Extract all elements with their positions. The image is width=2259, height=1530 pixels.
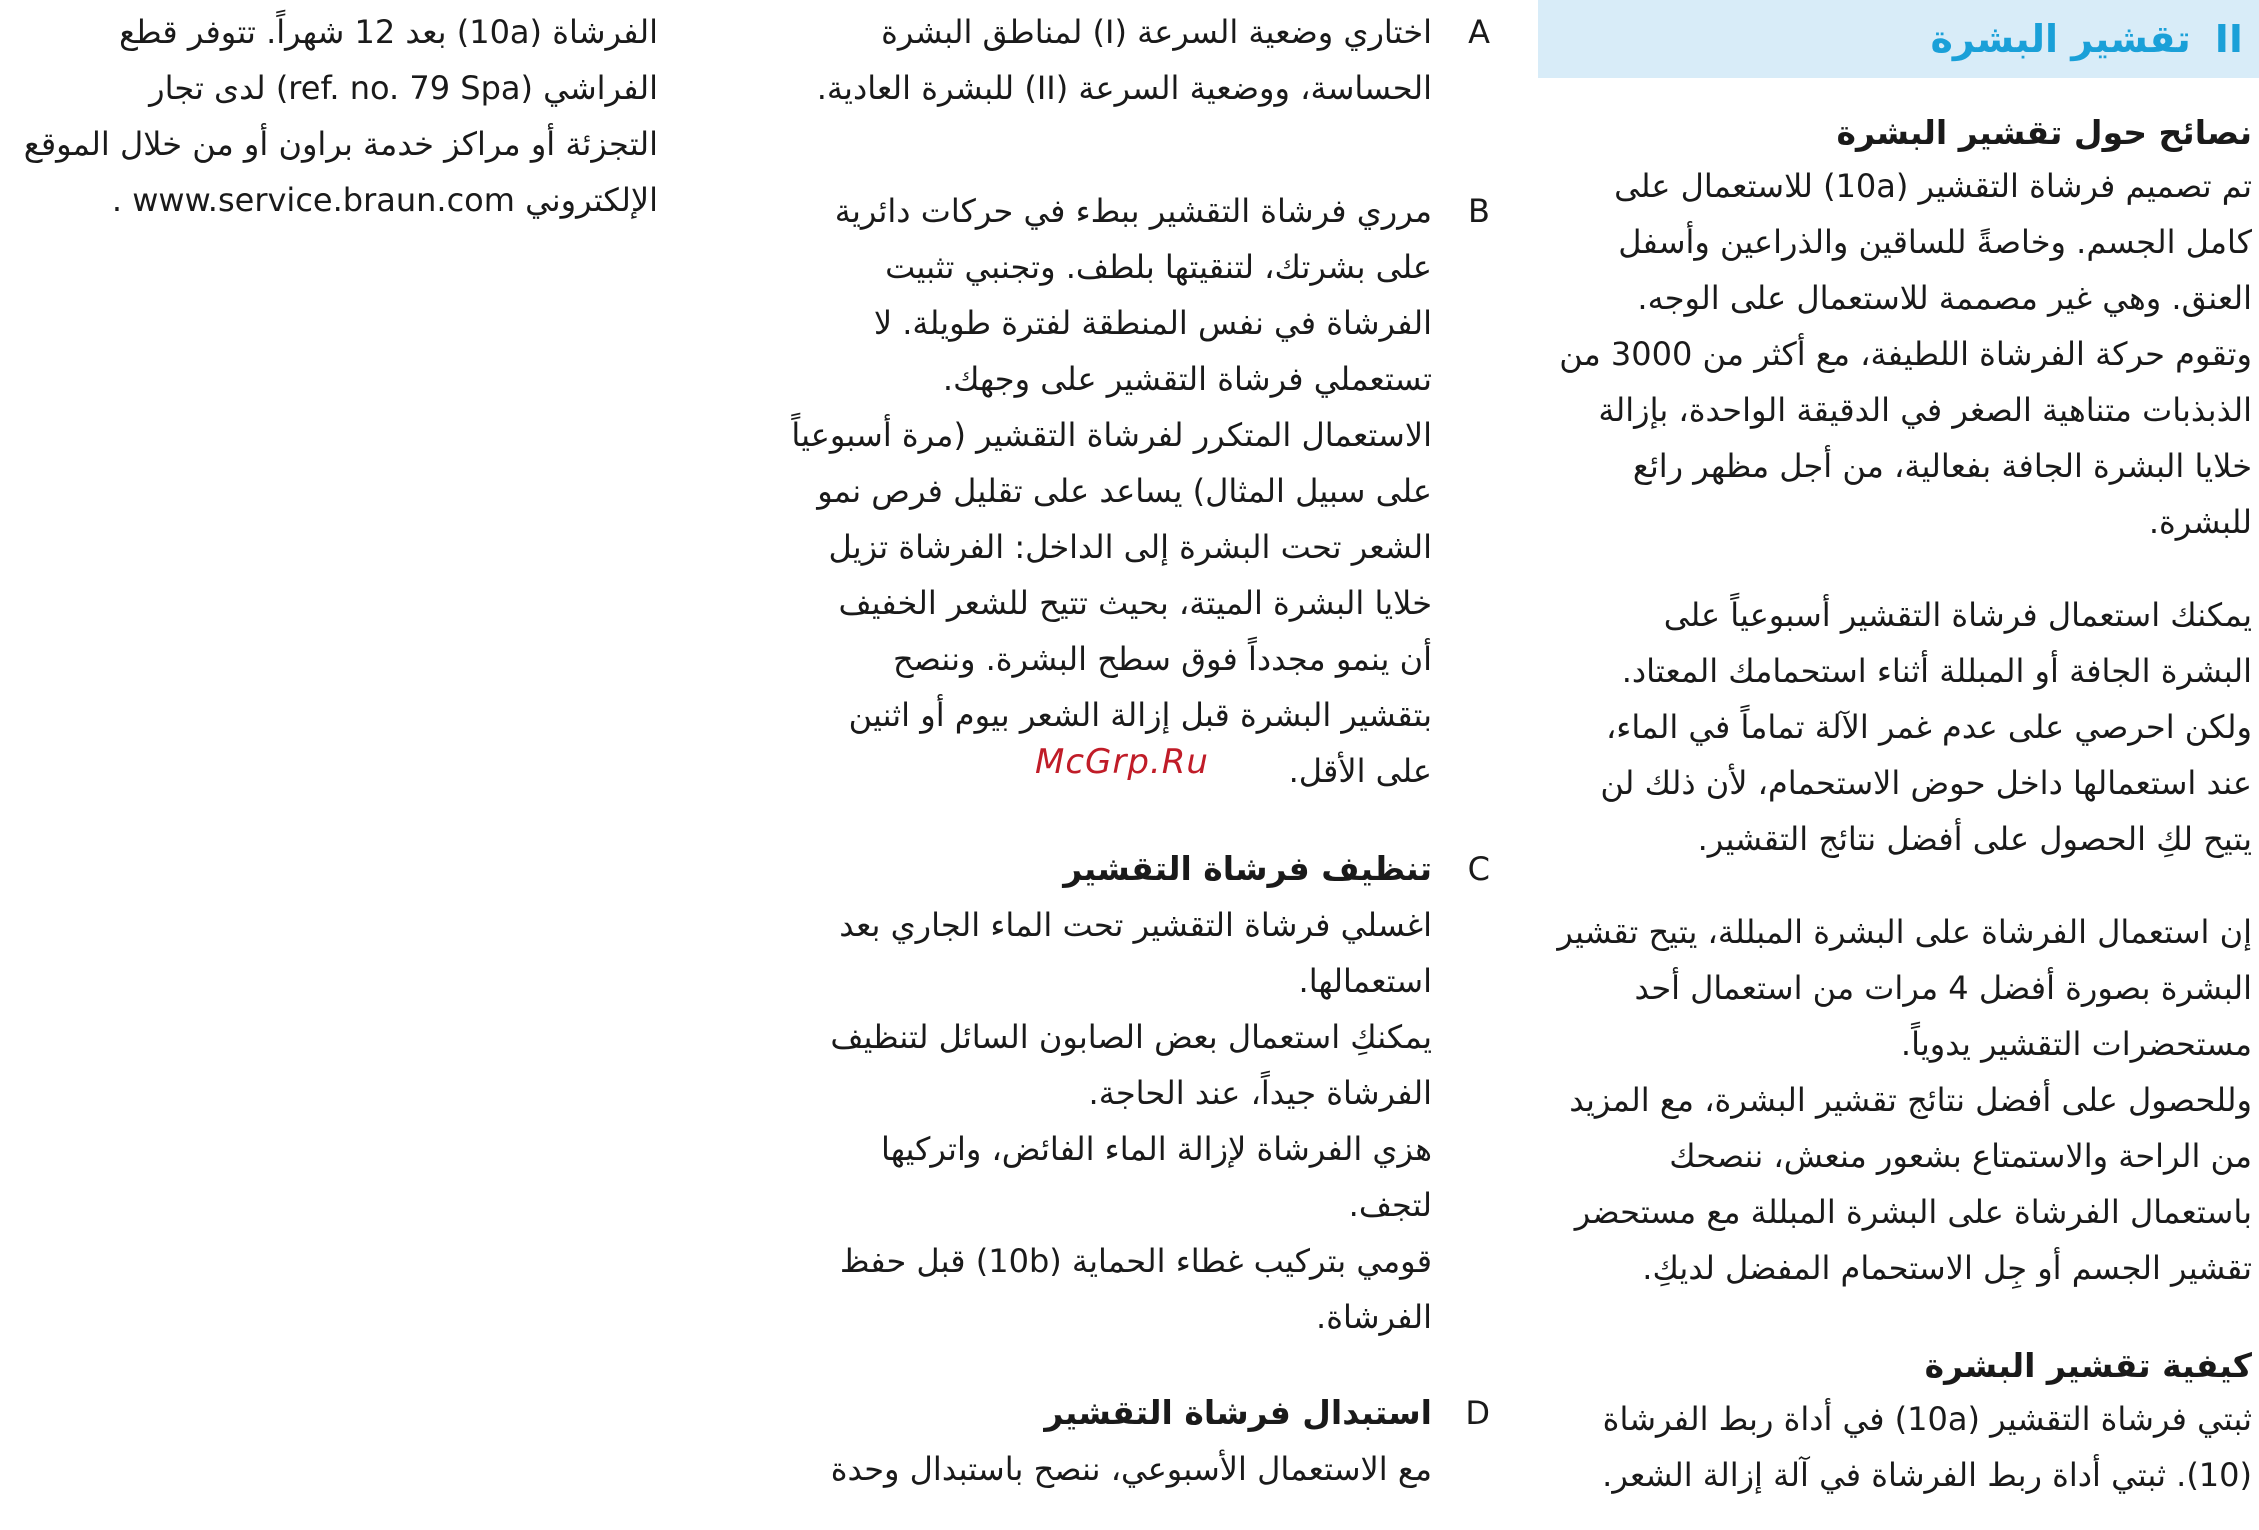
text-line: على بشرتك، لتنقيتها بلطف. وتجنبي تثبيت	[885, 248, 1432, 286]
text-line: وتقوم حركة الفرشاة اللطيفة، مع أكثر من 3000 من	[1559, 335, 2252, 373]
text-line: ثبتي فرشاة التقشير (10a) في أداة ربط الفرشاة	[1602, 1400, 2252, 1438]
text-line: وللحصول على أفضل نتائج تقشير البشرة، مع المزيد	[1569, 1081, 2252, 1119]
spacer	[1538, 1296, 2252, 1341]
text-line: ولكن احرصي على عدم غمر الآلة تماماً في الماء،	[1605, 708, 2252, 746]
step-d	[700, 1385, 1490, 1497]
section-number: II	[2214, 17, 2243, 61]
tips-paragraph-3	[1538, 904, 2252, 1296]
text-line: البشرة بصورة أفضل 4 مرات من استعمال أحد	[1634, 969, 2252, 1007]
text-line: الفرشاة (10a) بعد 12 شهراً. تتوفر قطع	[119, 13, 658, 51]
text-line: تستعملي فرشاة التقشير على وجهك.	[942, 360, 1432, 398]
spacer	[700, 116, 1432, 183]
text-line: على الأقل.	[1288, 752, 1432, 790]
text-line: (10). ثبتي أداة ربط الفرشاة في آلة إزالة الشعر.	[1602, 1456, 2252, 1494]
text-line: قومي بتركيب غطاء الحماية (10b) قبل حفظ	[839, 1242, 1432, 1280]
text-line: الشعر تحت البشرة إلى الداخل: الفرشاة تزيل	[828, 528, 1432, 566]
text-line: مستحضرات التقشير يدوياً.	[1900, 1025, 2252, 1063]
text-line: يتيح لكِ الحصول على أفضل نتائج التقشير.	[1697, 820, 2252, 858]
text-line: التجزئة أو مراكز خدمة براون أو من خلال الموقع	[23, 125, 658, 163]
tips-heading: نصائح حول تقشير البشرة	[1836, 113, 2252, 152]
text-line: استعمالها.	[1298, 962, 1432, 1000]
section-title: تقشير البشرة	[1930, 17, 2191, 61]
text-line: أن ينمو مجدداً فوق سطح البشرة. وننصح	[893, 640, 1432, 678]
text-line: للبشرة.	[2148, 503, 2252, 541]
spacer	[700, 799, 1432, 841]
watermark: McGrp.Ru	[1035, 742, 1209, 782]
text-line: اختاري وضعية السرعة (I) لمناطق البشرة	[881, 13, 1432, 51]
step-letter: C	[1467, 850, 1490, 888]
text-line: مع الاستعمال الأسبوعي، ننصح باستبدال وحدة	[830, 1450, 1432, 1488]
step-b	[700, 183, 1490, 799]
text-line: من الراحة والاستمتاع بشعور منعش، ننصحك	[1669, 1137, 2252, 1175]
text-line: تقشير الجسم أو جِل الاستحمام المفضل لديكِ.	[1642, 1249, 2252, 1287]
text-line: باستعمال الفرشاة على البشرة المبللة مع مستحضر	[1574, 1193, 2252, 1231]
how-heading: كيفية تقشير البشرة	[1924, 1346, 2252, 1385]
text-line: الاستعمال المتكرر لفرشاة التقشير (مرة أسبوعياً	[791, 416, 1432, 454]
text-line: يمكنكِ استعمال بعض الصابون السائل لتنظيف	[830, 1018, 1432, 1056]
text-line: عند استعمالها داخل حوض الاستحمام، لأن ذلك لن	[1600, 764, 2252, 802]
text-line: الإلكتروني www.service.braun.com .	[111, 181, 658, 219]
how-paragraph	[1538, 1391, 2252, 1503]
text-line: خلايا البشرة الميتة، بحيث تتيح للشعر الخفيف	[838, 584, 1432, 622]
text-line: بتقشير البشرة قبل إزالة الشعر بيوم أو اثنين	[848, 696, 1432, 734]
text-line: الفرشاة في نفس المنطقة لفترة طويلة. لا	[873, 304, 1432, 342]
step-letter: A	[1468, 13, 1490, 51]
spacer	[1538, 867, 2252, 904]
text-line: لتجف.	[1348, 1186, 1432, 1224]
step-c-heading: تنظيف فرشاة التقشير	[1063, 849, 1432, 888]
column-left	[0, 4, 658, 228]
step-letter: D	[1465, 1394, 1490, 1432]
spacer	[1538, 550, 2252, 587]
step-letter: B	[1468, 192, 1490, 230]
text-line: هزي الفرشاة لإزالة الماء الفائض، واتركيها	[881, 1130, 1432, 1168]
text-line: على سبيل المثال) يساعد على تقليل فرص نمو	[817, 472, 1432, 510]
text-line: تم تصميم فرشاة التقشير (10a) للاستعمال على	[1614, 167, 2252, 205]
section-title-bar	[1538, 0, 2259, 78]
text-line: كامل الجسم. وخاصةً للساقين والذراعين وأسفل	[1618, 223, 2252, 261]
text-line: الفرشاة.	[1316, 1298, 1432, 1336]
text-line: إن استعمال الفرشاة على البشرة المبللة، يتيح تقشير	[1557, 913, 2252, 951]
tips-paragraph-1	[1538, 158, 2252, 550]
text-line: الذبذبات متناهية الصغر في الدقيقة الواحدة، بإزالة	[1598, 391, 2252, 429]
text-line: يمكنك استعمال فرشاة التقشير أسبوعياً على	[1663, 596, 2252, 634]
column-right	[1538, 108, 2252, 1503]
step-c	[700, 841, 1490, 1345]
tips-paragraph-2	[1538, 587, 2252, 867]
text-line: الفرشاة جيداً، عند الحاجة.	[1088, 1074, 1432, 1112]
text-line: الحساسة، ووضعية السرعة (II) للبشرة العادية.	[816, 69, 1432, 107]
step-a	[700, 4, 1490, 116]
step-d-heading: استبدال فرشاة التقشير	[1044, 1393, 1432, 1432]
spacer	[700, 1345, 1432, 1385]
text-line: اغسلي فرشاة التقشير تحت الماء الجاري بعد	[839, 906, 1432, 944]
text-line: العنق. وهي غير مصممة للاستعمال على الوجه.	[1637, 279, 2252, 317]
text-line: البشرة الجافة أو المبللة أثناء استحمامك المعتاد.	[1621, 652, 2252, 690]
text-line: الفراشي (ref. no. 79 Spa) لدى تجار	[149, 69, 658, 107]
text-line: مرري فرشاة التقشير ببطء في حركات دائرية	[834, 192, 1432, 230]
text-line: خلايا البشرة الجافة بفعالية، من أجل مظهر رائع	[1632, 447, 2252, 485]
